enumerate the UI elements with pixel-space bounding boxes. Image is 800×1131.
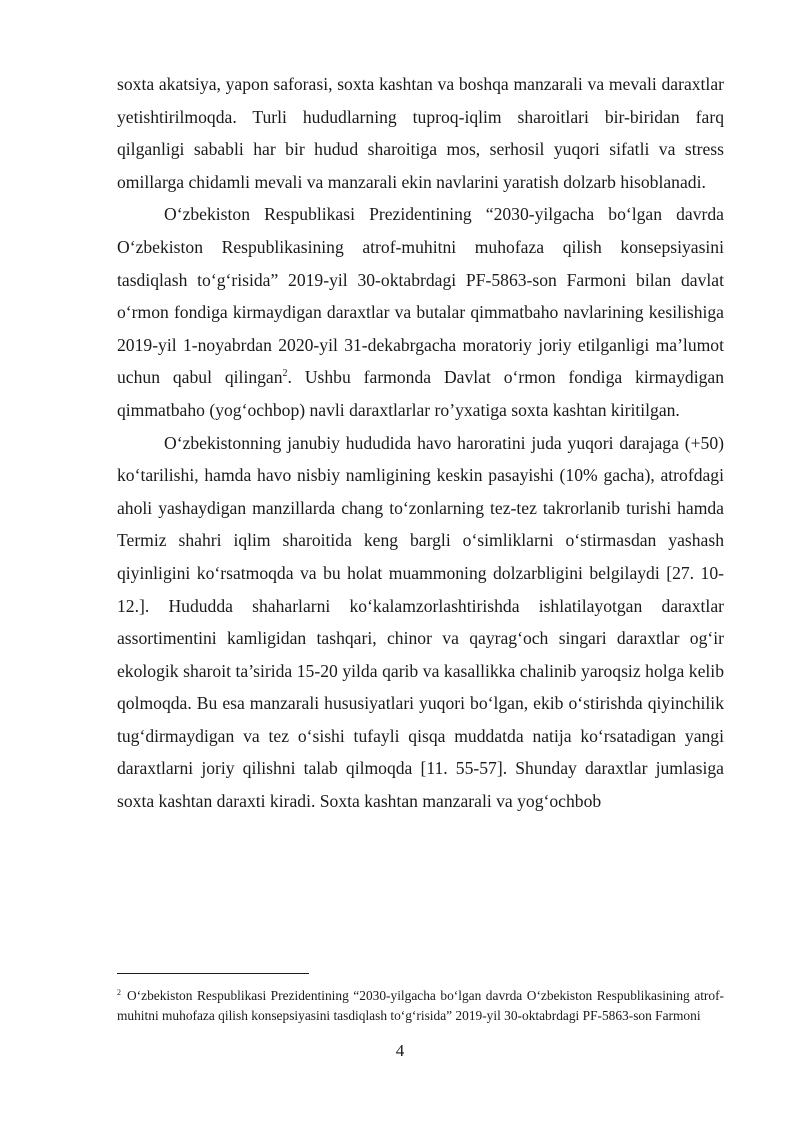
footnote-text: O‘zbekiston Respublikasi Prezidentining “2030-yilgacha bo‘lgan davrda O‘zbekiston Respublikasining atrof-muhitni muhofaza qilish konsepsiyasini tasdiqlash to‘g‘risida” 2019-yil 30-oktabrdagi PF-5863-son Farmoni bbox=[117, 988, 724, 1023]
paragraph-3: O‘zbekistonning janubiy hududida havo haroratini juda yuqori darajaga (+50) ko‘tarilishi, hamda havo nisbiy namligining keskin pasayishi (10% gacha), atrofdagi aholi yashaydigan manzillarda chang to‘zonlarning tez-tez takrorlanib turishi hamda Termiz shahri iqlim sharoitida keng bargli o‘simliklarni o‘stirmasdan yashash qiyinligini ko‘rsatmoqda va bu holat muammoning dolzarbligini belgilaydi [27. 10-12.]. Hududda shaharlarni ko‘kalamzorlashtirishda ishlatilayotgan daraxtlar assortimentini kamligidan tashqari, chinor va qayrag‘och singari daraxtlar og‘ir ekologik sharoit ta’sirida 15-20 yilda qarib va kasallikka chalinib yaroqsiz holga kelib qolmoqda. Bu esa manzarali hususiyatlari yuqori bo‘lgan, ekib o‘stirishda qiyinchilik tug‘dirmaydigan va tez o‘sishi tufayli qisqa muddatda natija ko‘rsatadigan yangi daraxtlarni joriy qilishni talab qilmoqda [11. 55-57]. Shunday daraxtlar jumlasiga soxta kashtan daraxti kiradi. Soxta kashtan manzarali va yog‘ochbob bbox=[117, 432, 724, 812]
footnote-mark: 2 bbox=[117, 987, 121, 997]
footnote bbox=[117, 986, 724, 1025]
footnote-reference[interactable]: 2 bbox=[282, 368, 288, 380]
paragraph-2-text-continued: . Ushbu farmonda Davlat o‘rmon fondiga kirmaydigan qimmatbaho (yog‘ochbop) navli daraxtlarlar ro’yxatiga soxta kashtan kiritilgan. bbox=[117, 367, 724, 420]
body-text bbox=[117, 68, 724, 818]
paragraph-2-text: O‘zbekiston Respublikasi Prezidentining “2030-yilgacha bo‘lgan davrda O‘zbekiston Respublikasining atrof-muhitni muhofaza qilish konsepsiyasini tasdiqlash to‘g‘risida” 2019-yil 30-oktabrdagi PF-5863-son Farmoni bilan davlat o‘rmon fondiga kirmaydigan daraxtlar va butalar qimmatbaho navlarining kesilishiga 2019-yil 1-noyabrdan 2020-yil 31-dekabrgacha moratoriy joriy etilganligi ma’lumot uchun qabul qilingan bbox=[117, 204, 724, 388]
footnote-separator bbox=[117, 973, 309, 974]
paragraph-1: soxta akatsiya, yapon saforasi, soxta kashtan va boshqa manzarali va mevali daraxtlar yetishtirilmoqda. Turli hududlarning tuproq-iqlim sharoitlari bir-biridan farq qilganligi sababli har bir hudud sharoitiga mos, serhosil yuqori sifatli va stress omillarga chidamli mevali va manzarali ekin navlarini yaratish dolzarb hisoblanadi. bbox=[117, 74, 724, 192]
paragraph-2 bbox=[117, 198, 724, 426]
page-number: 4 bbox=[395, 1041, 405, 1060]
